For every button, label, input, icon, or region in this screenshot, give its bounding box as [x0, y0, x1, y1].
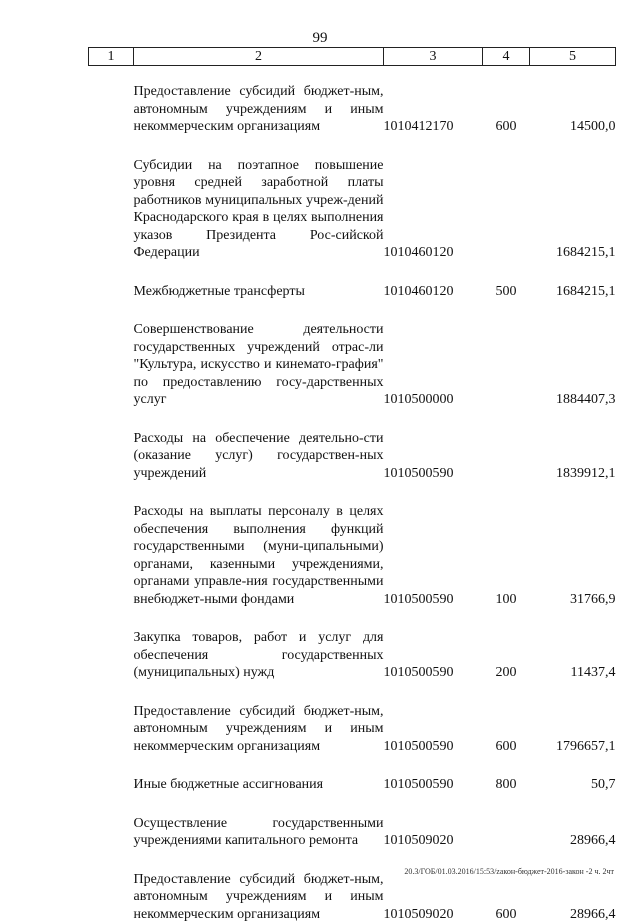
row-code: 1010509020	[384, 871, 483, 923]
row-code: 1010500000	[384, 321, 483, 409]
table-row	[89, 776, 616, 794]
row-name: Предоставление субсидий бюджет-ным, автономным учреждениям и иным некоммерческим организациям	[134, 871, 384, 923]
row-vr	[483, 815, 530, 850]
document-footer: 20.3/ГОБ/01.03.2016/15:53/zакон-бюджет-2016-закон -2 ч. 2чт	[404, 867, 614, 876]
row-amount: 1684215,1	[530, 157, 616, 262]
row-amount: 1839912,1	[530, 430, 616, 483]
table-row	[89, 283, 616, 301]
row-amount: 1796657,1	[530, 703, 616, 756]
row-code: 1010500590	[384, 703, 483, 756]
row-amount: 28966,4	[530, 871, 616, 923]
table-row	[89, 703, 616, 756]
row-vr	[483, 430, 530, 483]
row-name: Закупка товаров, работ и услуг для обеспечения государственных (муниципальных) нужд	[134, 629, 384, 682]
row-name: Межбюджетные трансферты	[134, 283, 384, 301]
table-row	[89, 430, 616, 483]
table-header-row	[89, 48, 616, 66]
table-row	[89, 871, 616, 923]
row-code: 1010509020	[384, 815, 483, 850]
row-code: 1010500590	[384, 503, 483, 608]
row-code: 1010460120	[384, 283, 483, 301]
column-header-5: 5	[530, 48, 616, 66]
row-code: 1010500590	[384, 776, 483, 794]
column-header-4: 4	[483, 48, 530, 66]
budget-table	[88, 47, 616, 923]
row-vr: 600	[483, 83, 530, 136]
row-amount: 11437,4	[530, 629, 616, 682]
row-name: Расходы на обеспечение деятельно-сти (оказание услуг) государствен-ных учреждений	[134, 430, 384, 483]
row-code: 1010460120	[384, 157, 483, 262]
row-vr: 200	[483, 629, 530, 682]
page-number: 99	[0, 30, 640, 47]
row-amount: 1884407,3	[530, 321, 616, 409]
row-code: 1010500590	[384, 430, 483, 483]
row-code: 1010500590	[384, 629, 483, 682]
row-vr: 600	[483, 871, 530, 923]
row-name: Осуществление государственными учреждениями капитального ремонта	[134, 815, 384, 850]
row-vr	[483, 157, 530, 262]
row-name: Предоставление субсидий бюджет-ным, автономным учреждениям и иным некоммерческим организациям	[134, 703, 384, 756]
row-name: Субсидии на поэтапное повышение уровня средней заработной платы работников муниципальных учреж-дений Краснодарского края в целях выполнения указов Президента Рос-сийской Федерации	[134, 157, 384, 262]
table-row	[89, 157, 616, 262]
row-amount: 1684215,1	[530, 283, 616, 301]
row-amount: 28966,4	[530, 815, 616, 850]
table-row	[89, 503, 616, 608]
row-amount: 14500,0	[530, 83, 616, 136]
row-amount: 50,7	[530, 776, 616, 794]
column-header-2: 2	[134, 48, 384, 66]
table-row	[89, 629, 616, 682]
row-vr	[483, 321, 530, 409]
row-amount: 31766,9	[530, 503, 616, 608]
row-name: Совершенствование деятельности государственных учреждений отрас-ли "Культура, искусство и кинемато-графия" по предоставлению госу-дарственных услуг	[134, 321, 384, 409]
row-code: 1010412170	[384, 83, 483, 136]
row-name: Предоставление субсидий бюджет-ным, автономным учреждениям и иным некоммерческим организациям	[134, 83, 384, 136]
row-vr: 500	[483, 283, 530, 301]
row-name: Иные бюджетные ассигнования	[134, 776, 384, 794]
row-vr: 600	[483, 703, 530, 756]
row-vr: 800	[483, 776, 530, 794]
row-name: Расходы на выплаты персоналу в целях обеспечения выполнения функций государственными (муни-ципальными) органами, казенными учреждениями, органами управле-ния государственными внебюджет-ными фондами	[134, 503, 384, 608]
column-header-1: 1	[89, 48, 134, 66]
table-row	[89, 83, 616, 136]
table-row	[89, 321, 616, 409]
column-header-3: 3	[384, 48, 483, 66]
row-vr: 100	[483, 503, 530, 608]
table-row	[89, 815, 616, 850]
